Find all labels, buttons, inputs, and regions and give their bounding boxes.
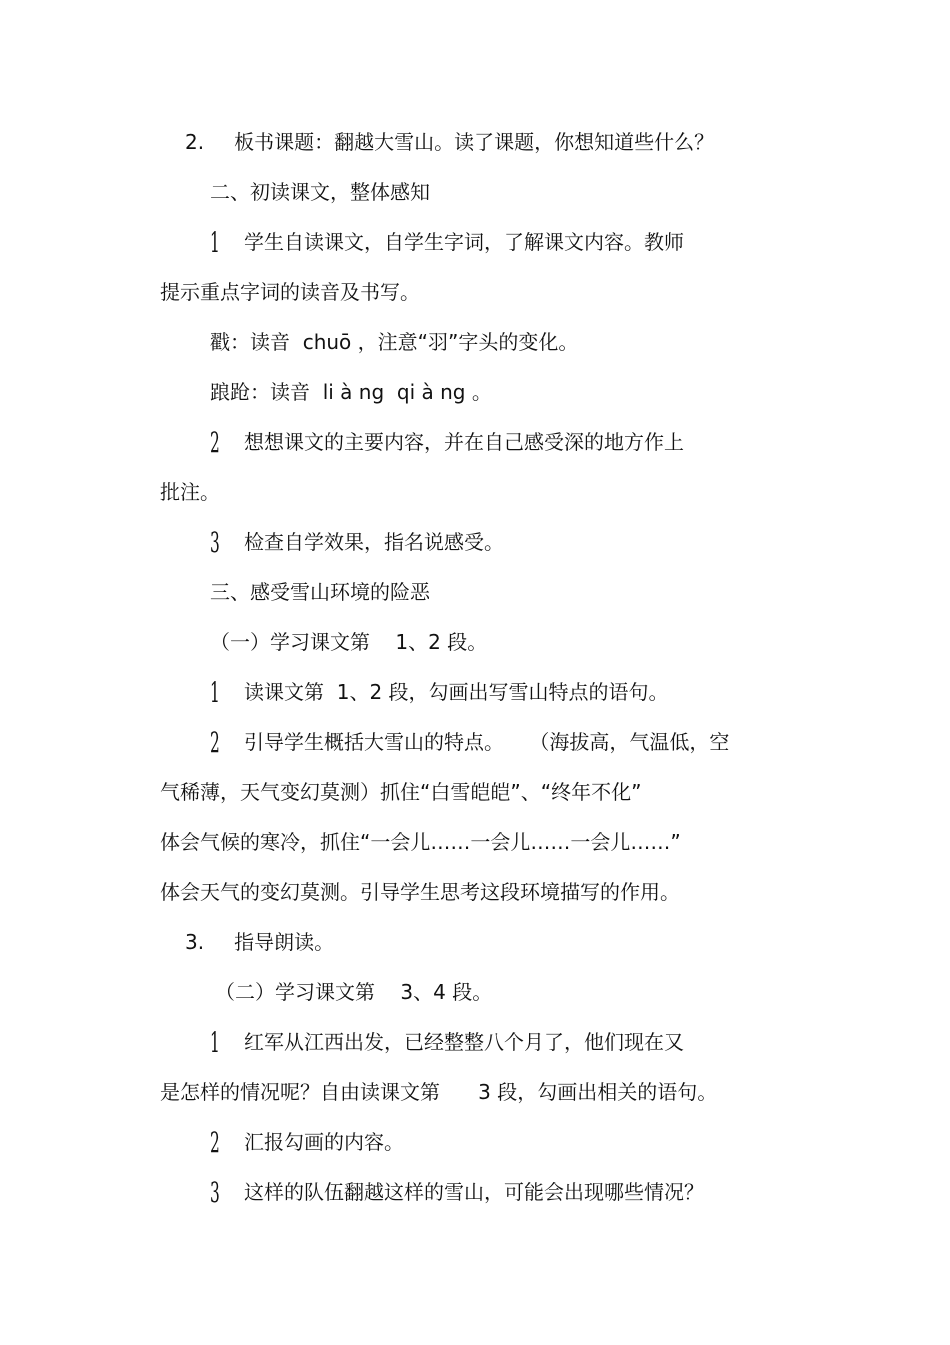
line-text: （一）学习课文第 1、2 段。 xyxy=(210,630,488,654)
line-text: 板书课题：翻越大雪山。读了课题，你想知道些什么？ xyxy=(234,130,715,154)
line-text: 二、初读课文，整体感知 xyxy=(210,180,430,204)
line-item-2 xyxy=(210,426,684,459)
line-pronunciation-chuo xyxy=(210,328,578,356)
line-item-1 xyxy=(210,226,684,259)
list-number: 2 xyxy=(210,726,220,759)
line-text: 汇报勾画的内容。 xyxy=(244,1130,404,1154)
list-number: 2. xyxy=(185,130,205,154)
line-pronunciation-liangqiang xyxy=(210,378,492,406)
line-continuation xyxy=(160,878,680,906)
list-number: 1 xyxy=(210,676,220,709)
line-continuation xyxy=(160,478,220,506)
line-text: 检查自学效果，指名说感受。 xyxy=(244,530,504,554)
line-text: 想想课文的主要内容，并在自己感受深的地方作上 xyxy=(244,430,684,454)
section-heading-2 xyxy=(210,178,430,206)
line-item-3 xyxy=(210,1176,704,1209)
line-text: （二）学习课文第 3、4 段。 xyxy=(215,980,493,1004)
line-text: 戳：读音 chuō ，注意“羽”字头的变化。 xyxy=(210,330,579,354)
line-text: 学生自读课文，自学生字词，了解课文内容。教师 xyxy=(244,230,684,254)
subsection-heading-1 xyxy=(210,628,487,656)
line-step-2-title xyxy=(185,128,714,156)
line-text: 批注。 xyxy=(160,480,220,504)
line-text: 体会气候的寒冷，抓住“一会儿……一会儿……一会儿……” xyxy=(160,830,681,854)
line-text: 这样的队伍翻越这样的雪山，可能会出现哪些情况？ xyxy=(244,1180,704,1204)
line-text: 引导学生概括大雪山的特点。 （海拔高，气温低，空 xyxy=(244,730,730,754)
list-number: 1 xyxy=(210,1026,220,1059)
line-continuation xyxy=(160,828,681,856)
line-item-3 xyxy=(210,526,504,559)
line-item-1 xyxy=(210,1026,684,1059)
line-text: 红军从江西出发，已经整整八个月了，他们现在又 xyxy=(244,1030,684,1054)
list-number: 1 xyxy=(210,226,220,259)
line-continuation xyxy=(160,778,641,806)
list-number: 3 xyxy=(210,1176,220,1209)
line-step-3 xyxy=(185,928,334,956)
line-item-2 xyxy=(210,1126,404,1159)
line-text: 踉跄：读音 li à ng qi à ng 。 xyxy=(210,380,492,404)
line-text: 是怎样的情况呢？自由读课文第 3 段，勾画出相关的语句。 xyxy=(160,1080,718,1104)
list-number: 3 xyxy=(210,526,220,559)
line-item-1 xyxy=(210,676,669,709)
line-text: 指导朗读。 xyxy=(234,930,335,954)
line-text: 读课文第 1、2 段，勾画出写雪山特点的语句。 xyxy=(244,680,669,704)
line-text: 体会天气的变幻莫测。引导学生思考这段环境描写的作用。 xyxy=(160,880,680,904)
line-item-2 xyxy=(210,726,730,759)
line-text: 三、感受雪山环境的险恶 xyxy=(210,580,430,604)
line-text: 提示重点字词的读音及书写。 xyxy=(160,280,420,304)
list-number: 2 xyxy=(210,426,220,459)
list-number: 2 xyxy=(210,1126,220,1159)
list-number: 3. xyxy=(185,930,205,954)
section-heading-3 xyxy=(210,578,430,606)
line-text: 气稀薄，天气变幻莫测）抓住“白雪皑皑”、“终年不化” xyxy=(160,780,642,804)
line-continuation xyxy=(160,278,420,306)
line-continuation xyxy=(160,1078,717,1106)
subsection-heading-2 xyxy=(215,978,492,1006)
